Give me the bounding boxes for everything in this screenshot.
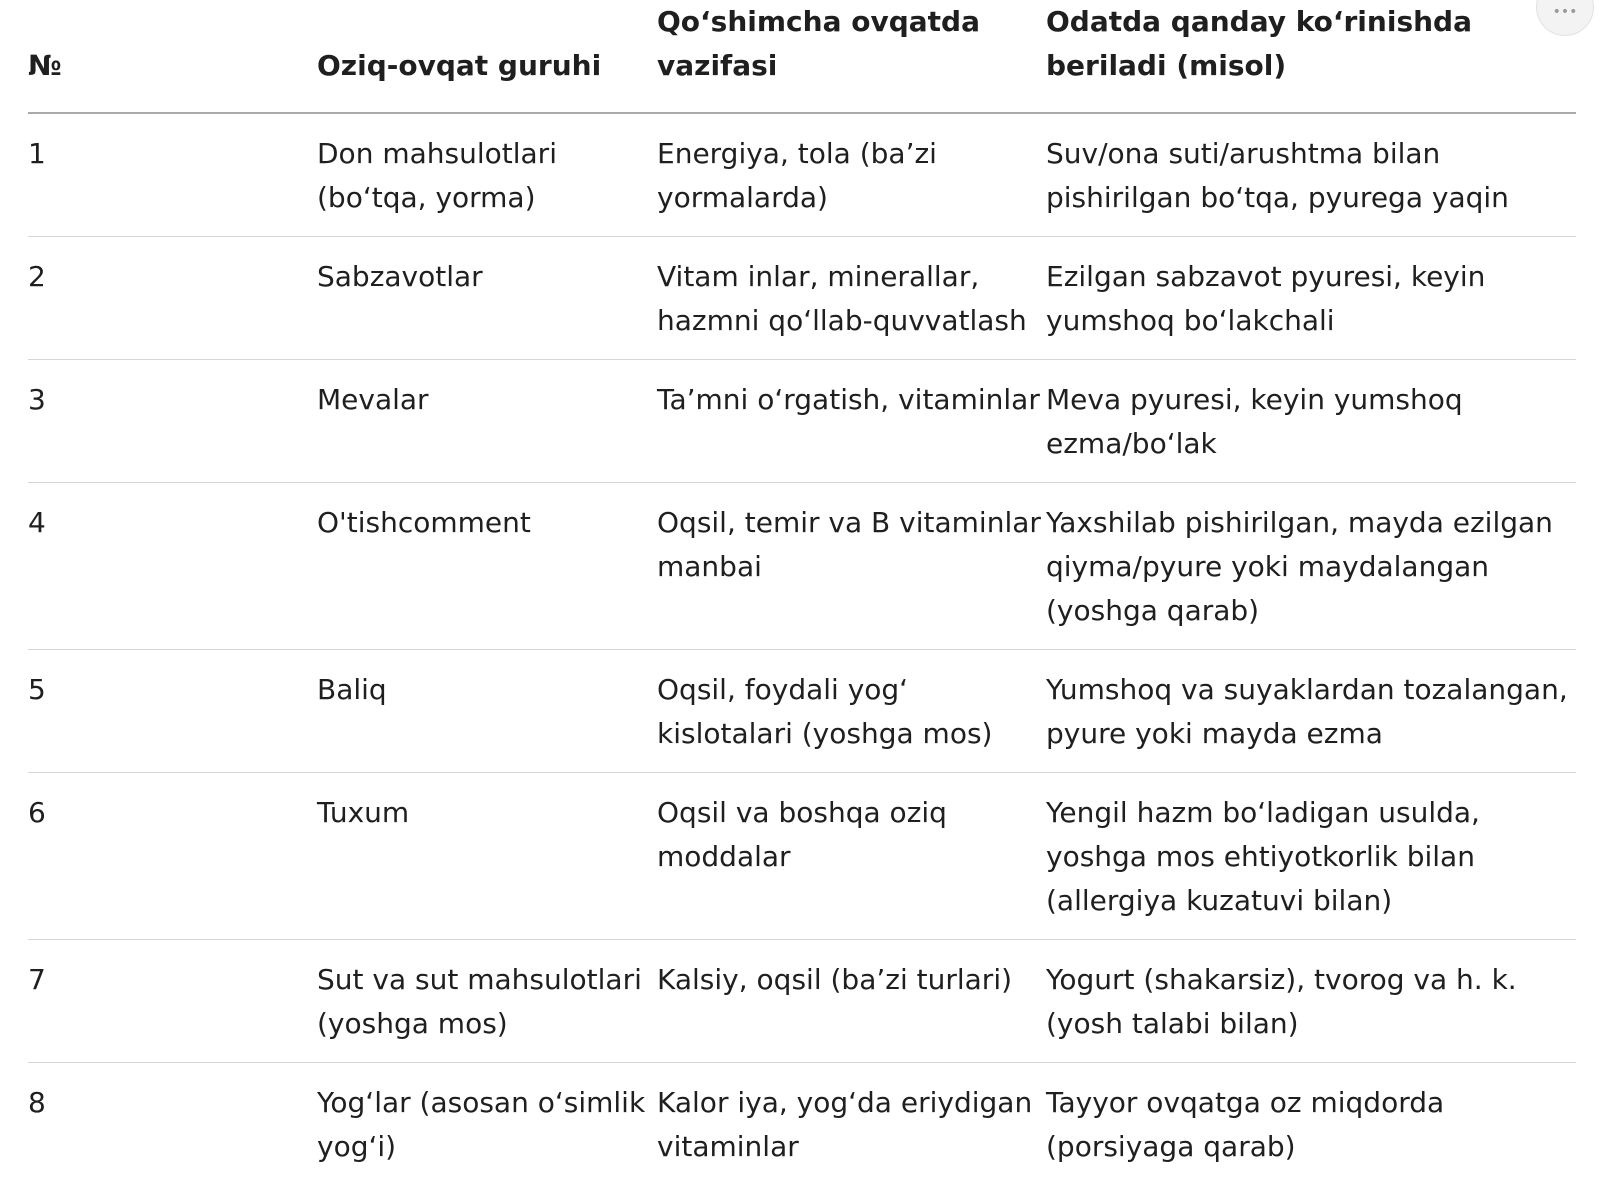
header-number: № — [28, 0, 317, 113]
cell-function: Kalsiy, oqsil (ba’zi turlari) — [657, 940, 1046, 1063]
cell-food-group: Sabzavotlar — [317, 237, 657, 360]
cell-food-group: O'tishcomment — [317, 483, 657, 650]
cell-number: 8 — [28, 1086, 46, 1119]
cell-number: 5 — [28, 650, 317, 773]
cell-example: Yaxshilab pishirilgan, mayda ezilgan qiyma/pyure yoki maydalangan (yoshga qarab) — [1046, 483, 1576, 650]
cell-example: Yogurt (shakarsiz), tvorog va h. k. (yosh talabi bilan) — [1046, 940, 1576, 1063]
table-row — [28, 940, 1576, 1063]
cell-example: Tayyor ovqatga oz miqdorda (porsiyaga qarab) — [1046, 1086, 1445, 1163]
header-example: Odatda qanday ko‘rinishda beriladi (misol) — [1046, 0, 1576, 113]
food-groups-table — [28, 0, 1576, 1185]
cell-food-group: Yog‘lar (asosan o‘simlik yog‘i) — [317, 1086, 646, 1163]
cell-function: Ta’mni o‘rgatish, vitaminlar — [657, 360, 1046, 483]
cell-example: Meva pyuresi, keyin yumshoq ezma/bo‘lak — [1046, 360, 1576, 483]
cell-number: 3 — [28, 360, 317, 483]
cell-function: Oqsil va boshqa oziq moddalar — [657, 773, 1046, 940]
header-food-group: Oziq-ovqat guruhi — [317, 0, 657, 113]
header-row — [28, 0, 1576, 113]
cell-food-group: Don mahsulotlari (bo‘tqa, yorma) — [317, 113, 657, 237]
nutrition-table-container — [28, 0, 1576, 1185]
cell-function: Kalor iya, yog‘da eriydigan vitaminlar — [657, 1086, 1033, 1163]
cell-food-group: Sut va sut mahsulotlari (yoshga mos) — [317, 940, 657, 1063]
cell-number: 7 — [28, 940, 317, 1063]
cell-food-group: Mevalar — [317, 360, 657, 483]
cell-number: 4 — [28, 483, 317, 650]
cell-example: Ezilgan sabzavot pyuresi, keyin yumshoq bo‘lakchali — [1046, 237, 1576, 360]
table-body — [28, 113, 1576, 1185]
cell-example: Yumshoq va suyaklardan tozalangan, pyure yoki mayda ezma — [1046, 650, 1576, 773]
cell-food-group: Tuxum — [317, 773, 657, 940]
cell-number: 2 — [28, 237, 317, 360]
cell-function: Vitam inlar, minerallar, hazmni qo‘llab-quvvatlash — [657, 237, 1046, 360]
table-row — [28, 237, 1576, 360]
cell-example: Suv/ona suti/arushtma bilan pishirilgan bo‘tqa, pyurega yaqin — [1046, 113, 1576, 237]
cell-example: Yengil hazm bo‘ladigan usulda, yoshga mos ehtiyotkorlik bilan (allergiya kuzatuvi bilan) — [1046, 773, 1576, 940]
more-icon: ••• — [1552, 4, 1578, 20]
cell-function: Oqsil, temir va B vitaminlar manbai — [657, 483, 1046, 650]
header-function: Qo‘shimcha ovqatda vazifasi — [657, 0, 1046, 113]
table-row — [28, 1063, 1576, 1186]
table-row — [28, 773, 1576, 940]
cell-function: Energiya, tola (ba’zi yormalarda) — [657, 113, 1046, 237]
table-row — [28, 360, 1576, 483]
cell-food-group: Baliq — [317, 650, 657, 773]
table-row — [28, 113, 1576, 237]
cell-number: 1 — [28, 113, 317, 237]
table-row — [28, 650, 1576, 773]
table-header — [28, 0, 1576, 113]
cell-number: 6 — [28, 773, 317, 940]
cell-function: Oqsil, foydali yog‘ kislotalari (yoshga mos) — [657, 650, 1046, 773]
table-row — [28, 483, 1576, 650]
